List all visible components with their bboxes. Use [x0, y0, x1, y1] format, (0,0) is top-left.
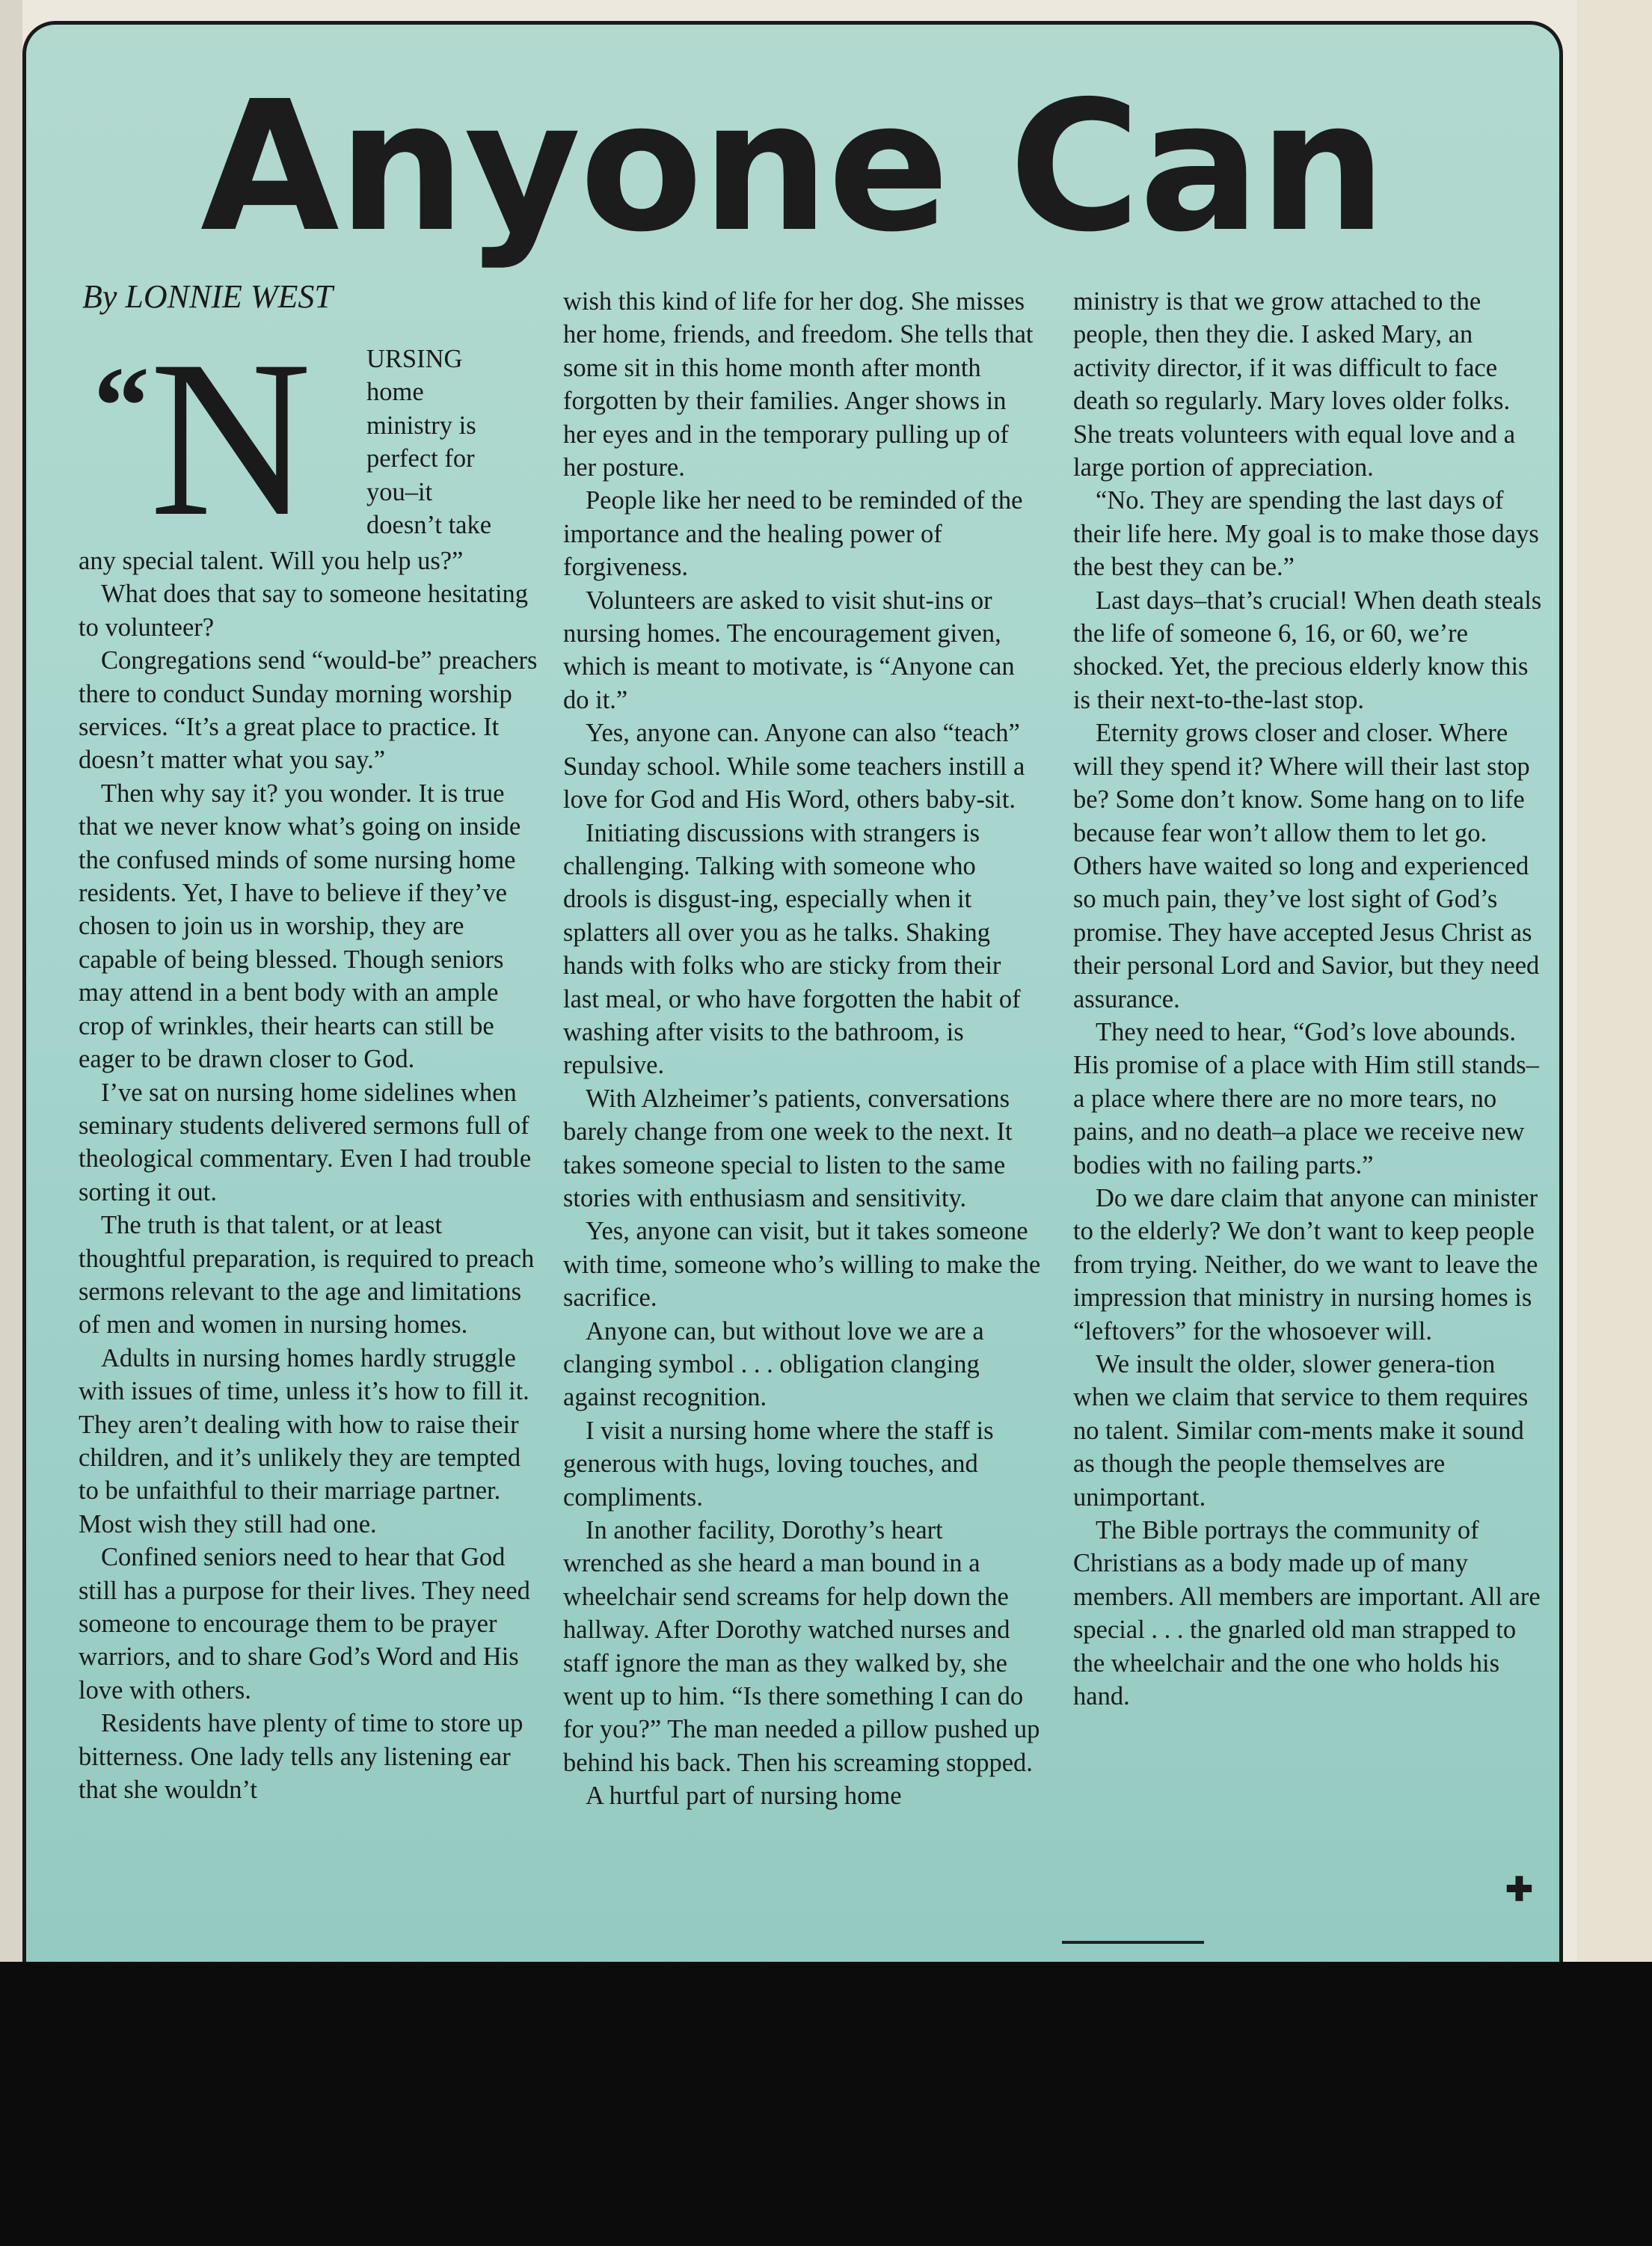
paragraph: Eternity grows closer and closer. Where will they spend it? Where will their last stop be? Some don’t know. Some hang on to life because fear won’t allow them to let go. Others have waited so long and experienced so much pain, they’ve lost sight of God’s promise. They have accepted Jesus Christ as their personal Lord and Savior, but they need assurance.: [1073, 719, 1540, 1013]
paragraph: Do we dare claim that anyone can minister to the elderly? We don’t want to keep people from trying. Neither, do we want to leave the impression that ministry in nursing homes is “leftovers” for the whosoever will.: [1073, 1183, 1538, 1346]
cap-line: URSING: [366, 345, 463, 373]
paragraph: I visit a nursing home where the staff is generous with hugs, loving touches, and compliments.: [563, 1416, 994, 1512]
byline: By LONNIE WEST: [82, 278, 333, 315]
paragraph: The Bible portrays the community of Christians as a body made up of many members. All members are important. All are special . . . the gnarled old man strapped to the wheelchair and the one who holds his hand.: [1073, 1516, 1541, 1711]
adjacent-page-strip: [1577, 0, 1652, 2079]
paragraph: I’ve sat on nursing home sidelines when seminary students delivered sermons full of theological commentary. Even I had trouble sorting it out.: [79, 1078, 532, 1206]
page-edge: [0, 0, 22, 2034]
paragraph: Yes, anyone can visit, but it takes someone with time, someone who’s willing to make the sacrifice.: [563, 1217, 1041, 1313]
cap-line: you–it: [366, 477, 433, 506]
paragraph: Anyone can, but without love we are a clanging symbol . . . obligation clanging against recognition.: [563, 1316, 984, 1412]
paragraph: In another facility, Dorothy’s heart wrenched as she heard a man bound in a wheelchair send screams for help down the hallway. After Dorothy watched nurses and staff ignore the man as they walked by, she went up to him. “Is there something I can do for you?” The man needed a pillow pushed up behind his back. Then his screaming stopped.: [563, 1516, 1040, 1777]
paragraph: any special talent. Will you help us?”: [79, 547, 464, 575]
paragraph: People like her need to be reminded of the importance and the healing power of forgiveness.: [563, 486, 1023, 582]
paragraph: Volunteers are asked to visit shut-ins or nursing homes. The encouragement given, which is meant to motivate, is “Anyone can do it.”: [563, 586, 1015, 714]
cap-line: home: [366, 378, 424, 407]
column-3: [1073, 285, 1544, 1713]
paragraph: They need to hear, “God’s love abounds. His promise of a place with Him still stands–a place where there are no more tears, no pains, and no death–a place we receive new bodies with no failing parts.”: [1073, 1017, 1539, 1179]
paragraph: Confined seniors need to hear that God still has a purpose for their lives. They need someone to encourage them to be prayer warriors, and to share God’s Word and His love with others.: [79, 1543, 530, 1705]
dropcap-letter: N: [150, 314, 312, 562]
paragraph: Adults in nursing homes hardly struggle with issues of time, unless it’s how to fill it. They aren’t dealing with how to raise their children, and it’s unlikely they are tempted to be unfaithful to their marriage partner. Most wish they still had one.: [79, 1343, 529, 1538]
dark-background: [0, 1962, 1652, 2246]
paragraph: With Alzheimer’s patients, conversations barely change from one week to the next. It takes someone special to listen to the same stories with enthusiasm and sensitivity.: [563, 1084, 1013, 1212]
column-1: [79, 314, 542, 1806]
paragraph: wish this kind of life for her dog. She misses her home, friends, and freedom. She tells that some sit in this home month after month forgotten by their families. Anger shows in her eyes and in the temporary pulling up of her posture.: [563, 287, 1034, 482]
paragraph: Then why say it? you wonder. It is true that we never know what’s going on inside the confused minds of some nursing home residents. Yet, I have to believe if they’ve chosen to join us in worship, they are capable of being blessed. Though seniors may attend in a bent body with an ample crop of wrinkles, their hearts can still be eager to be drawn closer to God.: [79, 779, 521, 1074]
paragraph: Congregations send “would-be” preachers there to conduct Sunday morning worship services. “It’s a great place to practice. It doesn’t matter what you say.”: [79, 646, 538, 775]
dropcap-quote: “: [93, 344, 150, 468]
paragraph: Yes, anyone can. Anyone can also “teach” Sunday school. While some teachers instill a love for God and His Word, others baby-sit.: [563, 719, 1025, 814]
paragraph: Residents have plenty of time to store up bitterness. One lady tells any listening ear that she wouldn’t: [79, 1709, 523, 1805]
paragraph: What does that say to someone hesitating to volunteer?: [79, 580, 529, 642]
end-mark-icon: ✚: [1505, 1871, 1533, 1908]
cap-line: doesn’t take: [366, 511, 492, 540]
article-title: Anyone Can: [200, 62, 1386, 271]
paragraph: Initiating discussions with strangers is challenging. Talking with someone who drools is disgust-ing, especially when it splatters all over you as he talks. Shaking hands with folks who are sticky from their last meal, or who have forgotten the habit of washing after visits to the bathroom, is repulsive.: [563, 818, 1021, 1080]
paragraph: ministry is that we grow attached to the people, then they die. I asked Mary, an activity director, if it was difficult to face death so regularly. Mary loves older folks. She treats volunteers with equal love and a large portion of appreciation.: [1073, 287, 1516, 482]
paragraph: Last days–that’s crucial! When death steals the life of someone 6, 16, or 60, we’re shocked. Yet, the precious elderly know this is their next-to-the-last stop.: [1073, 586, 1542, 714]
bio-rule: [1062, 1941, 1204, 1944]
paragraph: A hurtful part of nursing home: [586, 1782, 902, 1811]
article-panel: [22, 21, 1563, 2064]
cap-line: ministry is: [366, 411, 476, 440]
column-2: [563, 285, 1042, 1813]
paragraph: The truth is that talent, or at least thoughtful preparation, is required to preach sermons relevant to the age and limitations of men and women in nursing homes.: [79, 1211, 535, 1340]
dropcap-text: [366, 343, 561, 541]
cap-line: perfect for: [366, 444, 475, 473]
paragraph: We insult the older, slower genera-tion when we claim that service to them requires no talent. Similar com-ments make it sound as though the people themselves are unimportant.: [1073, 1350, 1529, 1512]
paragraph: “No. They are spending the last days of their life here. My goal is to make those days the best they can be.”: [1073, 486, 1539, 582]
